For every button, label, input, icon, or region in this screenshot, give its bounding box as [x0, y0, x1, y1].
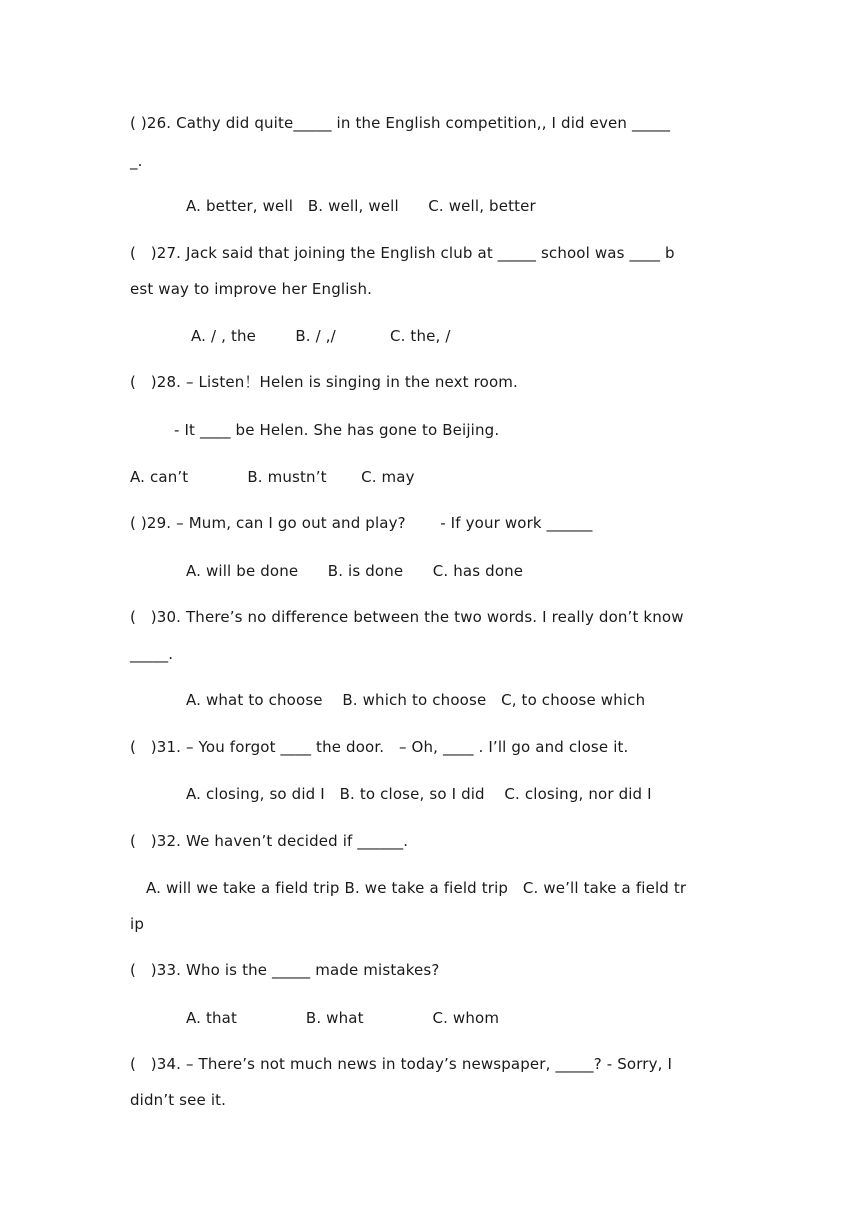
question-27-options: A. / , the B. / ,/ C. the, / — [191, 327, 451, 345]
question-28-reply: - It ____ be Helen. She has gone to Beijing. — [174, 421, 500, 439]
question-33-options: A. that B. what C. whom — [186, 1009, 500, 1027]
question-31-options: A. closing, so did I B. to close, so I did C. closing, nor did I — [186, 785, 652, 803]
question-26-options: A. better, well B. well, well C. well, better — [186, 197, 536, 215]
question-29-options: A. will be done B. is done C. has done — [186, 562, 524, 580]
question-26-text: ( )26. Cathy did quite_____ in the English competition,, I did even _____ — [130, 114, 671, 132]
question-27-text: ( )27. Jack said that joining the English club at _____ school was ____ b — [130, 244, 675, 262]
question-32-options-cont: ip — [130, 915, 144, 933]
question-32-text: ( )32. We haven’t decided if ______. — [130, 832, 409, 850]
question-30-text-cont: _____. — [130, 645, 174, 663]
question-26-text-cont: _. — [130, 152, 143, 170]
question-29-text: ( )29. – Mum, can I go out and play? - If your work ______ — [130, 514, 593, 532]
question-31-text: ( )31. – You forgot ____ the door. – Oh, ____ . I’ll go and close it. — [130, 738, 629, 756]
question-30-text: ( )30. There’s no difference between the two words. I really don’t know — [130, 608, 684, 626]
question-27-text-cont: est way to improve her English. — [130, 280, 373, 298]
question-28-options: A. can’t B. mustn’t C. may — [130, 468, 415, 486]
question-33-text: ( )33. Who is the _____ made mistakes? — [130, 961, 440, 979]
question-34-text: ( )34. – There’s not much news in today’s newspaper, _____? - Sorry, I — [130, 1055, 673, 1073]
question-34-text-cont: didn’t see it. — [130, 1091, 227, 1109]
question-28-text: ( )28. – Listen！Helen is singing in the next room. — [130, 373, 518, 391]
question-32-options: A. will we take a field trip B. we take a field trip C. we’ll take a field tr — [146, 879, 687, 897]
question-30-options: A. what to choose B. which to choose C, to choose which — [186, 691, 646, 709]
